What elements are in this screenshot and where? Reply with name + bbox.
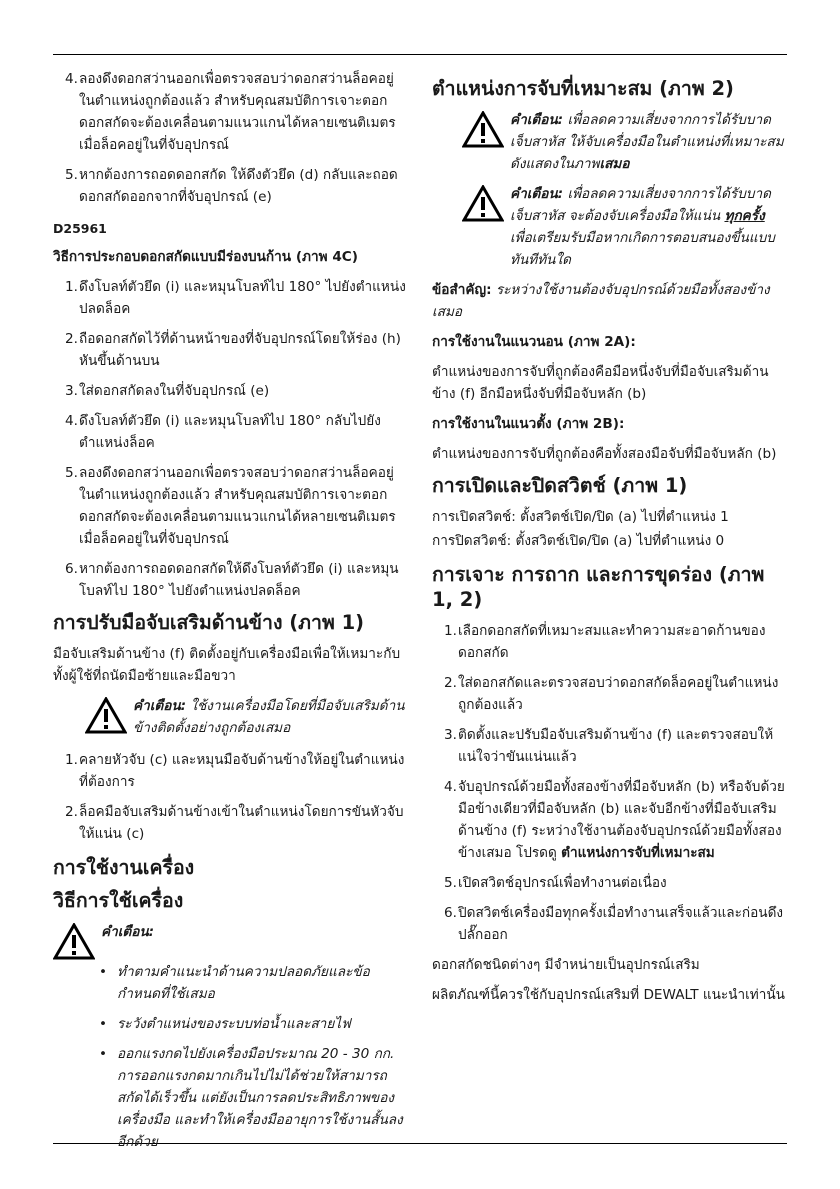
switch-off-text: การปิดสวิตช์: ตั้งสวิตช์เปิด/ปิด (a) ไปที่ตำแหน่ง 0 [432,533,725,549]
list-item: • ระวังตำแหน่งของระบบท่อน้ำและสายไฟ [99,1016,351,1032]
right-column [432,68,787,1014]
subheading-2a: การใช้งานในแนวนอน (ภาพ 2A): [432,334,636,350]
warning-grip-2: คำเตือน: เพื่อลดความเสี่ยงจากการได้รับบาดเจ็บสาหัส จะต้องจับเครื่องมือให้แน่น ทุกครั้ง เพื่อเตรียมรับมือหากเกิดการตอบสนองขึ้นแบบทันทีทันใด [432,183,787,271]
list-item: 5. หากต้องการถอดดอกสกัด ให้ดึงตัวยึด (d) กลับและถอดดอกสกัดออกจากที่จับอุปกรณ์ (e) [65,167,398,205]
list-item: 2. ถือดอกสกัดไว้ที่ด้านหน้าของที่จับอุปกรณ์โดยให้ร่อง (h) หันขึ้นด้านบน [65,331,401,369]
list-item: 5. เปิดสวิตช์อุปกรณ์เพื่อทำงานต่อเนื่อง [444,875,667,891]
side-handle-intro: มือจับเสริมด้านข้าง (f) ติดตั้งอยู่กับเครื่องมือเพื่อให้เหมาะกับทั้งผู้ใช้ที่ถนัดมือซ้ายและมือขวา [53,646,401,684]
list-removal [53,68,408,208]
subheading-2b: การใช้งานในแนวตั้ง (ภาพ 2B): [432,416,625,432]
model-number: D25961 [53,221,107,236]
list-item: 5. ลองดึงดอกสว่านออกเพื่อตรวจสอบว่าดอกสว่านล็อคอยู่ในตำแหน่งถูกต้องแล้ว สำหรับคุณสมบัติการเจาะตอก ดอกสกัดจะต้องเคลื่อนตามแนวแกนได้หลายเซนติเมตรเมื่อล็อคอยู่ในที่จับอุปกรณ์ [65,465,396,547]
list-item: 2. ล็อคมือจับเสริมด้านข้างเข้าในตำแหน่งโดยการขันหัวจับให้แน่น (c) [65,804,404,842]
heading-switch: การเปิดและปิดสวิตช์ (ภาพ 1) [432,474,688,497]
left-column [53,68,408,1161]
heading-grip-position: ตำแหน่งการจับที่เหมาะสม (ภาพ 2) [432,77,734,100]
warning-icon [462,183,504,271]
list-item: 1. เลือกดอกสกัดที่เหมาะสมและทำความสะอาดก้านของดอกสกัด [444,623,766,661]
list-item: 3. ติดตั้งและปรับมือจับเสริมด้านข้าง (f) และตรวจสอบให้แน่ใจว่าขันแน่นแล้ว [444,727,774,765]
warning-icon [462,109,504,175]
important-note: ข้อสำคัญ: ระหว่างใช้งานต้องจับอุปกรณ์ด้วยมือทั้งสองข้างเสมอ [432,282,770,320]
list-drilling [432,620,787,946]
list-item: 4. ดึงโบลท์ตัวยึด (i) และหมุนโบลท์ไป 180° กลับไปยังตำแหน่งล็อค [65,413,381,451]
subheading-4c: วิธีการประกอบดอกสกัดแบบมีร่องบนก้าน (ภาพ 4C) [53,249,358,265]
list-item: 6. ปิดสวิตช์เครื่องมือทุกครั้งเมื่อทำงานเสร็จแล้วและก่อนดึงปลั๊กออก [444,905,784,943]
switch-on-text: การเปิดสวิตช์: ตั้งสวิตช์เปิด/ปิด (a) ไปที่ตำแหน่ง 1 [432,509,729,525]
list-item: • ออกแรงกดไปยังเครื่องมือประมาณ 20 - 30 กก. การออกแรงกดมากเกินไปไม่ได้ช่วยให้สามารถสกัดได้เร็วขึ้น แต่ยังเป็นการลดประสิทธิภาพของเครื่องมือ และทำให้เครื่องมืออายุการใช้งานสั้นลงอีกด้วย [99,1046,403,1150]
heading-operation: การใช้งานเครื่อง [53,856,195,879]
heading-drilling: การเจาะ การถาก และการขุดร่อง (ภาพ 1, 2) [432,563,765,611]
text-2a: ตำแหน่งของการจับที่ถูกต้องคือมือหนึ่งจับที่มือจับเสริมด้านข้าง (f) อีกมือหนึ่งจับที่มือจับหลัก (b) [432,364,769,402]
accessories-text-1: ดอกสกัดชนิดต่างๆ มีจำหน่ายเป็นอุปกรณ์เสริม [432,957,700,973]
accessories-text-2: ผลิตภัณฑ์นี้ควรใช้กับอุปกรณ์เสริมที่ DEWALT แนะนำเท่านั้น [432,987,785,1003]
list-side-handle [53,749,408,845]
list-item: 6. หากต้องการถอดดอกสกัดให้ดึงโบลท์ตัวยึด (i) และหมุนโบลท์ไป 180° ไปยังตำแหน่งปลดล็อค [65,561,399,599]
warning-bullets [53,961,408,1153]
list-item: 2. ใส่ดอกสกัดและตรวจสอบว่าดอกสกัดล็อคอยู่ในตำแหน่งถูกต้องแล้ว [444,675,779,713]
warning-icon [85,695,127,741]
warning-side-handle: คำเตือน: ใช้งานเครื่องมือโดยที่มือจับเสริมด้านข้างติดตั้งอย่างถูกต้องเสมอ [53,695,408,741]
list-item: • ทำตามคำแนะนำด้านความปลอดภัยและข้อกำหนดที่ใช้เสมอ [99,964,370,1002]
list-item: 1. คลายหัวจับ (c) และหมุนมือจับด้านข้างให้อยู่ในตำแหน่งที่ต้องการ [65,752,405,790]
top-rule [53,54,787,55]
list-4c [53,276,408,602]
list-item: 3. ใส่ดอกสกัดลงในที่จับอุปกรณ์ (e) [65,383,270,399]
list-item: 4. ลองดึงดอกสว่านออกเพื่อตรวจสอบว่าดอกสว่านล็อคอยู่ในตำแหน่งถูกต้องแล้ว สำหรับคุณสมบัติการเจาะตอก ดอกสกัดจะต้องเคลื่อนตามแนวแกนได้หลายเซนติเมตรเมื่อล็อคอยู่ในที่จับอุปกรณ์ [65,71,396,153]
text-2b: ตำแหน่งของการจับที่ถูกต้องคือทั้งสองมือจับที่มือจับหลัก (b) [432,446,777,462]
list-item: 4. จับอุปกรณ์ด้วยมือทั้งสองข้างที่มือจับหลัก (b) หรือจับด้วยมือข้างเดียวที่มือจับหลัก (b) และจับอีกข้างที่มือจับเสริมด้านข้าง (f) ระหว่างใช้งานต้องจับอุปกรณ์ด้วยมือทั้งสองข้างเสมอ โปรดดู ตำแหน่งการจับที่เหมาะสม [444,779,785,861]
heading-side-handle: การปรับมือจับเสริมด้านข้าง (ภาพ 1) [53,611,365,634]
heading-method: วิธีการใช้เครื่อง [53,889,184,912]
list-item: 1. ดึงโบลท์ตัวยึด (i) และหมุนโบลท์ไป 180° ไปยังตำแหน่งปลดล็อค [65,279,406,317]
warning-grip-1: คำเตือน: เพื่อลดความเสี่ยงจากการได้รับบาดเจ็บสาหัส ให้จับเครื่องมือในตำแหน่งที่เหมาะสมดังแสดงในภาพเสมอ [432,109,787,175]
warning-operation: คำเตือน: [53,921,408,967]
